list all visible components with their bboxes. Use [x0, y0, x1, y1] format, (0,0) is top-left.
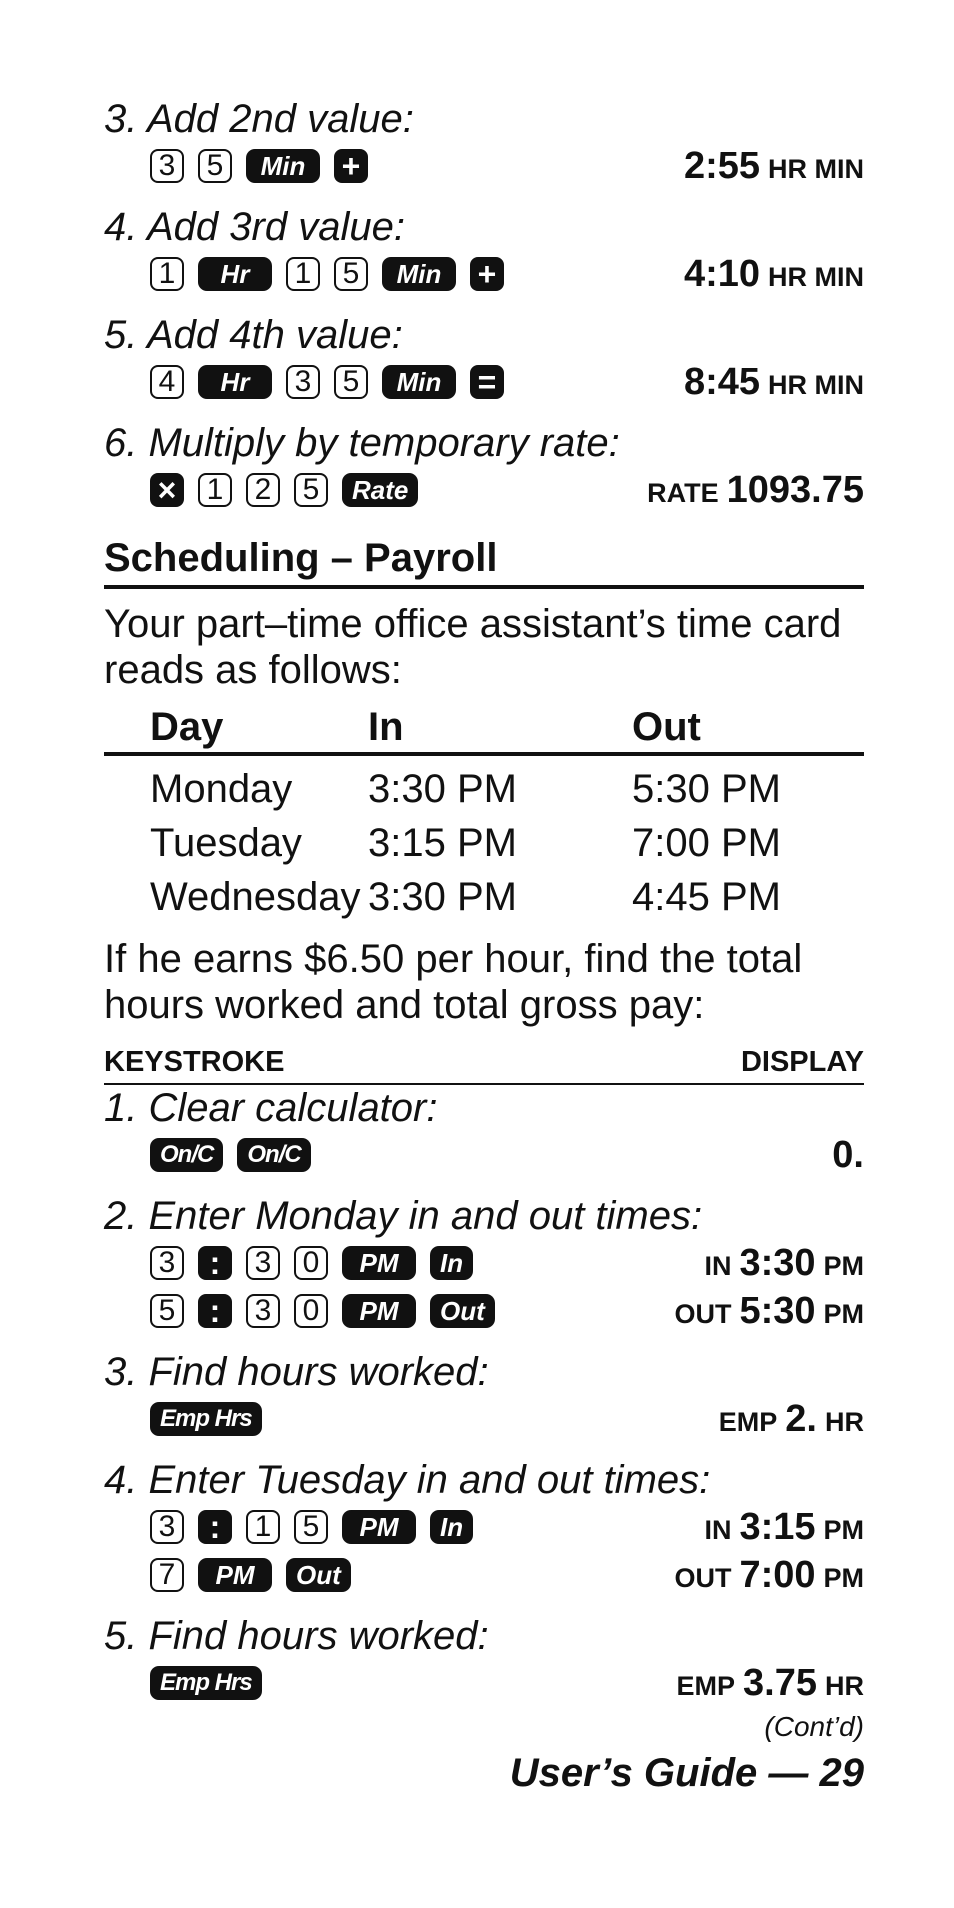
key-sequence	[150, 365, 504, 399]
key-sequence	[150, 1246, 473, 1280]
step-block	[104, 1193, 864, 1335]
cell-in: 3:15 PM	[368, 820, 517, 865]
key-sequence	[150, 257, 504, 291]
key-plus: +	[470, 257, 504, 291]
key-2: 2	[246, 473, 280, 507]
keystroke-row	[150, 142, 864, 190]
display-unit: PM	[823, 1514, 864, 1545]
display-readout	[704, 1242, 864, 1285]
key-rate: Rate	[342, 473, 418, 507]
step-title: 4. Add 3rd value:	[104, 205, 405, 249]
step-block	[104, 312, 864, 406]
page-footer: User’s Guide — 29	[509, 1751, 864, 1795]
key-1: 1	[198, 473, 232, 507]
display-readout	[674, 1290, 864, 1333]
key-out: Out	[286, 1558, 351, 1592]
continued-note: (Cont’d)	[764, 1711, 864, 1742]
key-in: In	[430, 1510, 473, 1544]
cell-in: 3:30 PM	[368, 766, 517, 811]
table-row	[104, 870, 864, 924]
key-hr: Hr	[198, 257, 272, 291]
cell-out: 5:30 PM	[632, 766, 781, 811]
display-value: 3:30	[739, 1241, 816, 1284]
display-readout	[674, 1554, 864, 1597]
display-prefix: EMP	[718, 1406, 778, 1437]
key-equals: =	[470, 365, 504, 399]
step-title: 2. Enter Monday in and out times:	[104, 1194, 703, 1238]
step-block	[104, 96, 864, 190]
step-block	[104, 1457, 864, 1599]
keystroke-row	[150, 1659, 864, 1707]
display-value: 2.	[785, 1397, 817, 1440]
key-3: 3	[150, 149, 184, 183]
keystroke-row	[150, 1131, 864, 1179]
keystroke-row	[150, 1239, 864, 1287]
table-row	[104, 816, 864, 870]
keystroke-row	[150, 250, 864, 298]
display-unit: HR	[825, 1670, 864, 1701]
key-colon: :	[198, 1294, 232, 1328]
timecard-table-header	[104, 705, 864, 756]
section-question: If he earns $6.50 per hour, find the total hours worked and total gross pay:	[104, 937, 803, 1027]
key-0: 0	[294, 1246, 328, 1280]
key-sequence	[150, 473, 418, 507]
display-value: 2:55	[683, 144, 760, 187]
cell-in: 3:30 PM	[368, 874, 517, 919]
display-value: 8:45	[683, 360, 760, 403]
step-block	[104, 204, 864, 298]
key-pm: PM	[342, 1294, 416, 1328]
key-3: 3	[246, 1246, 280, 1280]
display-readout	[832, 1134, 864, 1177]
display-readout	[647, 469, 864, 512]
step-block	[104, 420, 864, 514]
display-prefix: OUT	[674, 1562, 732, 1593]
key-5: 5	[150, 1294, 184, 1328]
keystroke-row	[150, 358, 864, 406]
keystroke-label: KEYSTROKE	[104, 1046, 285, 1078]
display-unit: HR MIN	[768, 261, 864, 292]
key-pm: PM	[198, 1558, 272, 1592]
header-day: Day	[150, 705, 224, 749]
key-colon: :	[198, 1246, 232, 1280]
display-readout	[684, 145, 864, 188]
step-title: 5. Find hours worked:	[104, 1614, 489, 1658]
cell-day: Tuesday	[150, 820, 302, 865]
key-0: 0	[294, 1294, 328, 1328]
display-value: 4:10	[683, 252, 760, 295]
key-pm: PM	[342, 1246, 416, 1280]
step-title: 1. Clear calculator:	[104, 1086, 438, 1130]
table-row	[104, 762, 864, 816]
display-unit: HR MIN	[768, 153, 864, 184]
key-on-c: On/C	[237, 1138, 310, 1172]
keystroke-row	[150, 466, 864, 514]
key-emp-hrs: Emp Hrs	[150, 1666, 262, 1700]
key-5: 5	[294, 473, 328, 507]
key-emp-hrs: Emp Hrs	[150, 1402, 262, 1436]
display-readout	[719, 1398, 864, 1441]
key-5: 5	[334, 257, 368, 291]
section-intro: Your part–time office assistant’s time card reads as follows:	[104, 602, 842, 692]
key-3: 3	[246, 1294, 280, 1328]
display-prefix: RATE	[647, 477, 719, 508]
display-readout	[684, 361, 864, 404]
key-sequence	[150, 1666, 262, 1700]
steps-top	[104, 96, 864, 514]
key-1: 1	[150, 257, 184, 291]
key-in: In	[430, 1246, 473, 1280]
step-block	[104, 1613, 864, 1707]
key-sequence	[150, 1402, 262, 1436]
header-out: Out	[632, 705, 701, 749]
steps-bottom	[104, 1085, 864, 1707]
key-5: 5	[294, 1510, 328, 1544]
display-unit: PM	[823, 1298, 864, 1329]
key-plus: +	[334, 149, 368, 183]
display-readout	[684, 253, 864, 296]
display-value: 7:00	[739, 1553, 816, 1596]
display-unit: PM	[823, 1562, 864, 1593]
key-sequence	[150, 149, 368, 183]
step-title: 4. Enter Tuesday in and out times:	[104, 1458, 711, 1502]
key-4: 4	[150, 365, 184, 399]
step-title: 3. Add 2nd value:	[104, 97, 414, 141]
key-sequence	[150, 1510, 473, 1544]
key-3: 3	[150, 1510, 184, 1544]
key-sequence	[150, 1558, 351, 1592]
display-unit: HR MIN	[768, 369, 864, 400]
keystroke-row	[150, 1503, 864, 1551]
display-unit: HR	[825, 1406, 864, 1437]
step-title: 3. Find hours worked:	[104, 1350, 489, 1394]
key-min: Min	[382, 257, 456, 291]
cell-day: Monday	[150, 766, 293, 811]
display-value: 5:30	[739, 1289, 816, 1332]
timecard-table	[104, 762, 864, 924]
display-value: 3.75	[743, 1661, 817, 1704]
key-1: 1	[286, 257, 320, 291]
display-label: DISPLAY	[740, 1046, 864, 1078]
cell-out: 7:00 PM	[632, 820, 781, 865]
cell-day: Wednesday	[150, 874, 361, 919]
key-hr: Hr	[198, 365, 272, 399]
step-block	[104, 1349, 864, 1443]
step-title: 6. Multiply by temporary rate:	[104, 421, 620, 465]
display-value: 0.	[832, 1133, 864, 1176]
display-prefix: OUT	[674, 1298, 732, 1329]
display-value: 3:15	[739, 1505, 816, 1548]
display-prefix: IN	[704, 1250, 732, 1281]
key-out: Out	[430, 1294, 495, 1328]
key-7: 7	[150, 1558, 184, 1592]
key-1: 1	[246, 1510, 280, 1544]
key-3: 3	[150, 1246, 184, 1280]
display-value: 1093.75	[726, 468, 864, 511]
key-min: Min	[382, 365, 456, 399]
key-colon: :	[198, 1510, 232, 1544]
section-title: Scheduling – Payroll	[104, 536, 864, 589]
cell-out: 4:45 PM	[632, 874, 781, 919]
display-readout	[677, 1662, 864, 1705]
display-readout	[704, 1506, 864, 1549]
keystroke-header	[104, 1046, 864, 1085]
key-5: 5	[334, 365, 368, 399]
keystroke-row	[150, 1287, 864, 1335]
keystroke-row	[150, 1395, 864, 1443]
display-prefix: IN	[704, 1514, 732, 1545]
step-title: 5. Add 4th value:	[104, 313, 403, 357]
manual-page	[104, 96, 864, 1796]
key-on-c: On/C	[150, 1138, 223, 1172]
header-in: In	[368, 705, 404, 749]
key-3: 3	[286, 365, 320, 399]
step-block	[104, 1085, 864, 1179]
key-5: 5	[198, 149, 232, 183]
key-multiply: ×	[150, 473, 184, 507]
keystroke-row	[150, 1551, 864, 1599]
key-sequence	[150, 1138, 311, 1172]
key-sequence	[150, 1294, 495, 1328]
display-prefix: EMP	[676, 1670, 736, 1701]
key-pm: PM	[342, 1510, 416, 1544]
display-unit: PM	[823, 1250, 864, 1281]
key-min: Min	[246, 149, 320, 183]
